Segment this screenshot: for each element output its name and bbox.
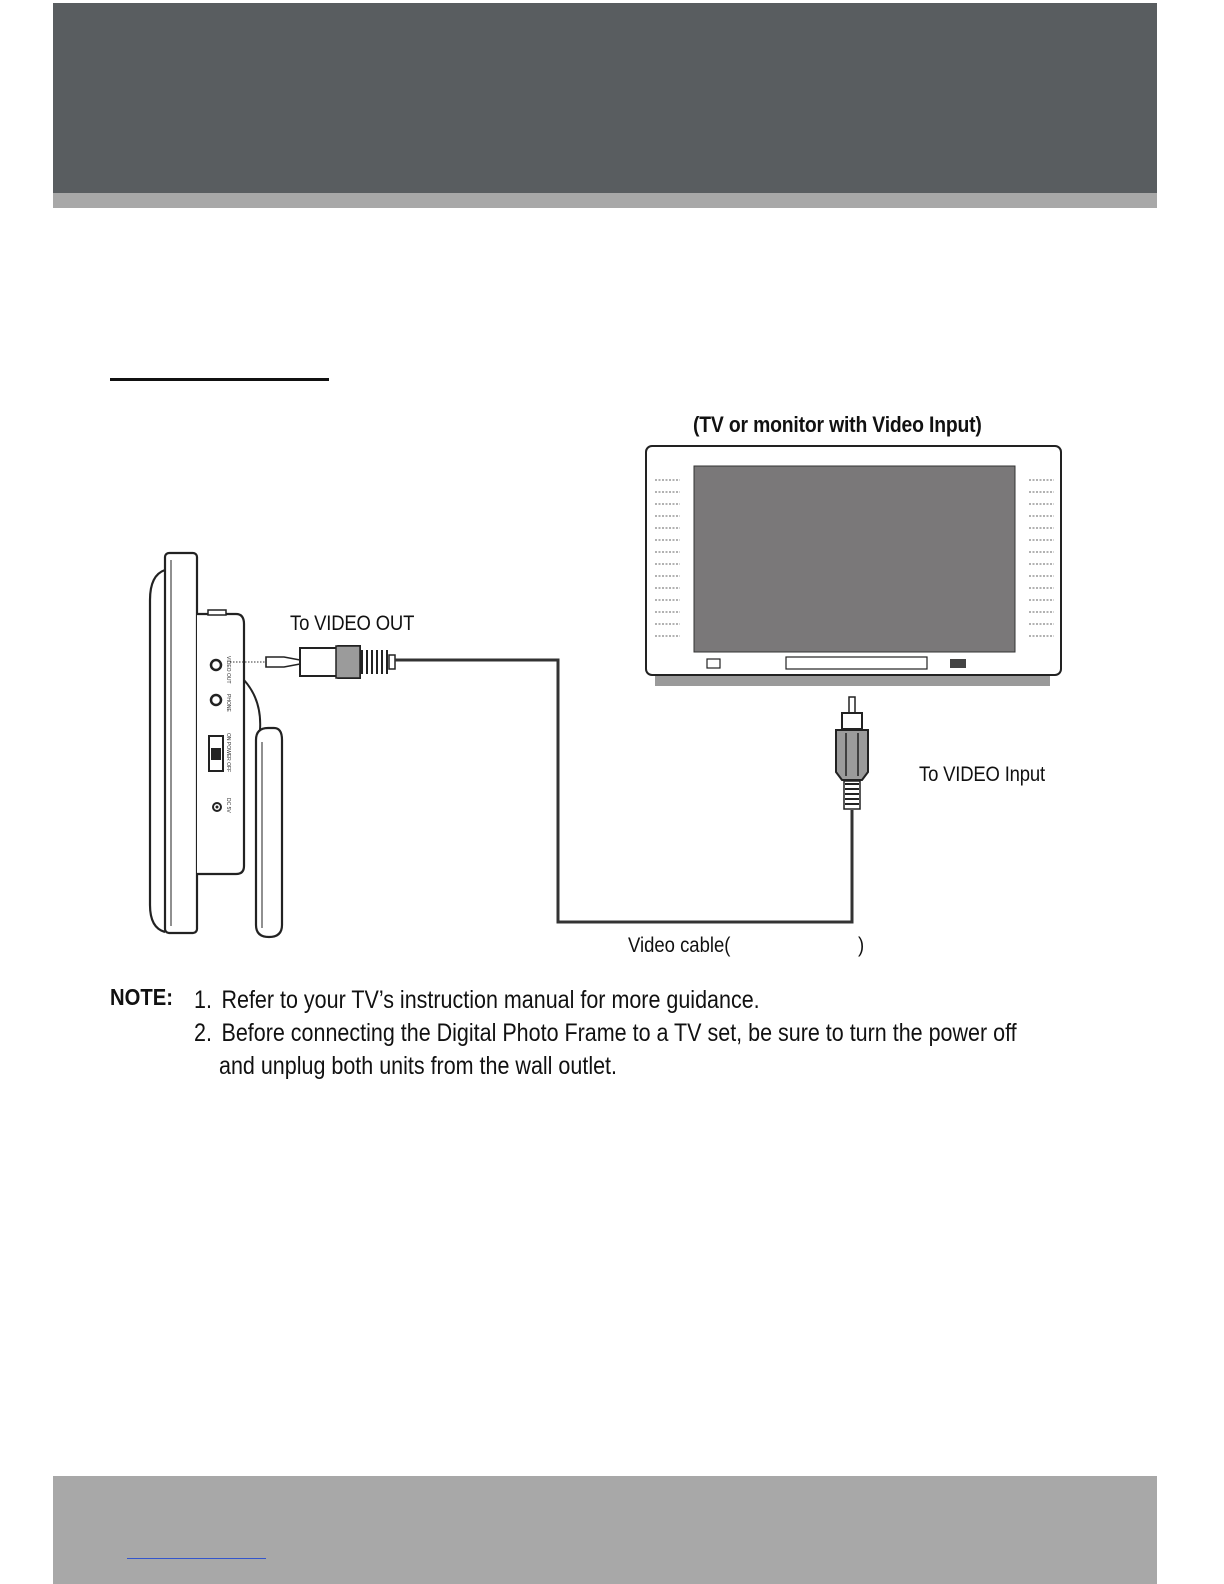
frame-body — [165, 553, 197, 933]
rca-plug — [836, 697, 868, 809]
photo-frame-side-view — [150, 553, 282, 937]
cable-label — [628, 935, 864, 956]
cable-label-open: Video cable( — [628, 934, 731, 957]
tv-screen — [694, 466, 1015, 652]
tv-control-bar — [786, 657, 927, 669]
tv-monitor — [646, 446, 1061, 686]
phone-jack — [211, 695, 221, 705]
frame-port-label-video-out: VIDEO OUT — [225, 656, 231, 684]
note-item-1-text: Refer to your TV’s instruction manual for more guidance. — [221, 986, 760, 1014]
note-item-2 — [194, 1017, 1017, 1050]
note-item-1-number: 1. — [194, 986, 212, 1014]
cable-label-close: ) — [858, 934, 865, 957]
video-out-label: To VIDEO OUT — [290, 612, 415, 635]
video-cable — [395, 660, 852, 922]
footer-band — [53, 1476, 1157, 1584]
tv-caption: (TV or monitor with Video Input) — [693, 412, 982, 437]
tv-power-button — [707, 659, 720, 668]
frame-port-label-power: ON POWER OFF — [225, 733, 231, 773]
frame-stand — [256, 728, 282, 937]
tv-indicator — [950, 659, 966, 668]
footer-link-underline[interactable] — [127, 1558, 266, 1559]
video-out-plug — [230, 646, 395, 678]
frame-port-label-dc: DC 5V — [225, 798, 231, 813]
frame-stand-hinge — [244, 680, 260, 730]
video-input-label: To VIDEO Input — [919, 763, 1045, 786]
frame-front-bezel — [150, 570, 165, 932]
video-out-jack — [211, 660, 221, 670]
frame-port-label-phone: PHONE — [225, 694, 231, 712]
note-item-2-continuation: and unplug both units from the wall outlet. — [219, 1052, 618, 1080]
note-item-2-text: Before connecting the Digital Photo Frame to a TV set, be sure to turn the power off — [221, 1019, 1017, 1047]
note-item-2-number: 2. — [194, 1019, 212, 1047]
note-item-1 — [194, 984, 760, 1017]
note-label: NOTE: — [110, 984, 173, 1010]
